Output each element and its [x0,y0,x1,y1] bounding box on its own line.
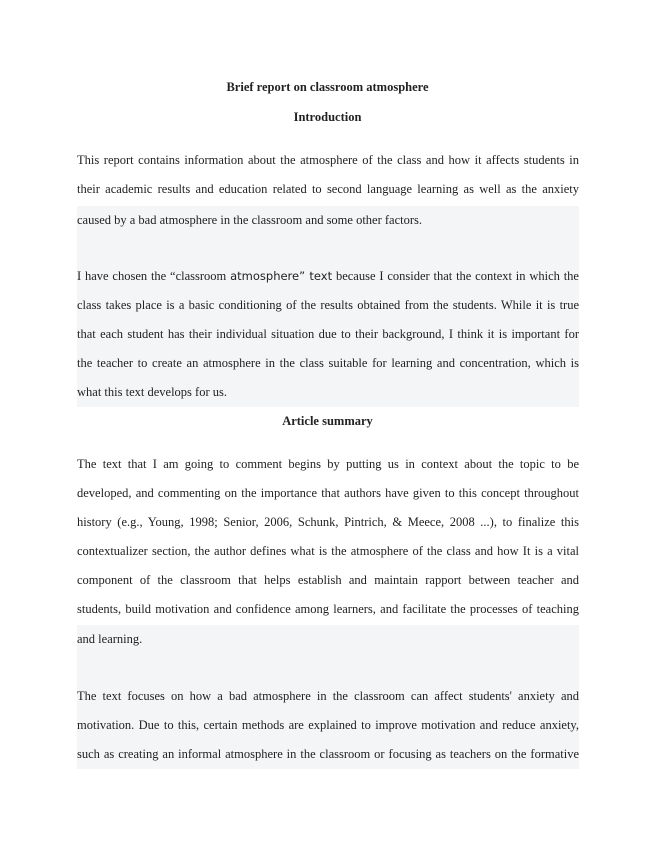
introduction-heading: Introduction [293,110,362,124]
text-line: contextualizer section, the author defines what is the atmosphere of the class and how It is a vital [77,544,579,558]
document-title: Brief report on classroom atmosphere [226,80,429,94]
text-line: motivation. Due to this, certain methods are explained to improve motivation and reduce anxiety, [77,711,579,740]
text-line: class takes place is a basic conditioning of the results obtained from the students. While it is true [77,291,579,320]
text-line: and learning. [77,625,579,654]
text-line-mixed [77,262,579,291]
text-line: The text that I am going to comment begins by putting us in context about the topic to be [77,457,579,471]
article-summary-heading: Article summary [282,414,373,428]
text-line: what this text develops for us. [77,378,579,407]
highlight-gap [77,235,579,264]
text-segment-sans: atmosphere” text [230,269,333,283]
text-line: that each student has their individual situation due to their background, I think it is important for [77,320,579,349]
text-line: history (e.g., Young, 1998; Senior, 2006, Schunk, Pintrich, & Meece, 2008 ...), to finalize this [77,515,579,529]
text-segment: because I consider that the context in which the [332,269,579,283]
highlight-gap [77,654,579,683]
text-line: component of the classroom that helps establish and maintain rapport between teacher and [77,573,579,587]
text-line: the teacher to create an atmosphere in the class suitable for learning and concentration, which is [77,349,579,378]
text-line: The text focuses on how a bad atmosphere in the classroom can affect students' anxiety and [77,682,579,711]
text-segment: I have chosen the “classroom [77,269,231,283]
text-line: caused by a bad atmosphere in the classroom and some other factors. [77,206,579,235]
text-line: students, build motivation and confidence among learners, and facilitate the processes of teaching [77,602,579,616]
text-line: developed, and commenting on the importance that authors have given to this concept throughout [77,486,579,500]
text-line: such as creating an informal atmosphere in the classroom or focusing as teachers on the formative [77,740,579,769]
text-line: This report contains information about the atmosphere of the class and how it affects students in [77,153,579,167]
text-line: their academic results and education related to second language learning as well as the anxiety [77,182,579,196]
